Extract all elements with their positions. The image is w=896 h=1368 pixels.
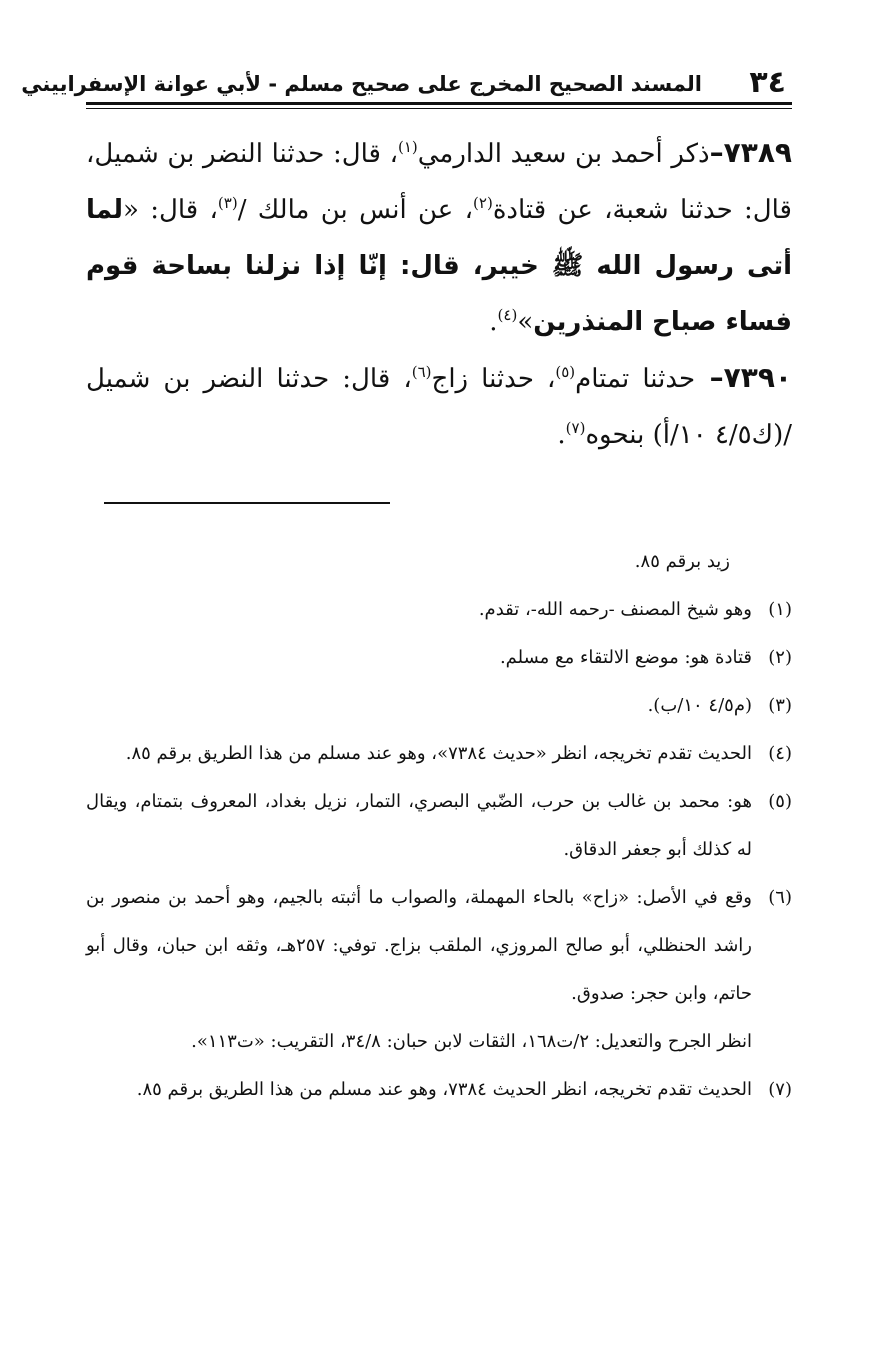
text-segment: ، قال: «	[122, 195, 218, 225]
footnote-item	[86, 730, 792, 778]
text-segment: ، عن أنس بن مالك /	[237, 195, 474, 225]
footnote-text: (م٤/٥ ١٠/ب).	[647, 695, 752, 716]
footnotes	[86, 538, 792, 1114]
footnote-ref: (٥)	[555, 363, 576, 381]
footnote-text: الحديث تقدم تخريجه، انظر الحديث ٧٣٨٤، وهو عند مسلم من هذا الطريق برقم ٨٥.	[136, 1079, 752, 1100]
footnote-item	[86, 778, 792, 874]
footnote-marker: (٤)	[768, 743, 792, 764]
footnote-item	[86, 682, 792, 730]
hadith-entry	[86, 125, 792, 350]
footnote-ref: (٣)	[217, 194, 238, 212]
footnote-ref: (٧)	[565, 419, 586, 437]
footnote-separator	[104, 502, 390, 504]
header-rule-thick	[86, 102, 792, 105]
main-text	[86, 125, 792, 463]
running-title: المسند الصحيح المخرج على صحيح مسلم - لأبي عوانة الإسفراييني	[21, 72, 702, 96]
footnote-marker: (٢)	[768, 647, 792, 668]
footnote-marker: (٦)	[768, 887, 792, 908]
page-header	[21, 65, 792, 100]
footnote-text: الحديث تقدم تخريجه، انظر «حديث ٧٣٨٤»، وهو عند مسلم من هذا الطريق برقم ٨٥.	[125, 743, 752, 764]
footnote-ref: (٦)	[411, 363, 432, 381]
hadith-entry	[86, 350, 792, 463]
footnote-text: وقع في الأصل: «زاح» بالحاء المهملة، والصواب ما أثبته بالجيم، وهو أحمد بن منصور بن راشد الحنظلي، أبو صالح المروزي، الملقب بزاج. توفي: ٢٥٧هـ، وثقه ابن حبان، وقال أبو حاتم، وابن حجر: صدوق.	[86, 887, 752, 1004]
header-rule-thin	[86, 108, 792, 109]
footnote-text: هو: محمد بن غالب بن حرب، الضّبي البصري، التمار، نزيل بغداد، المعروف بتمتام، ويقال له كذلك أبو جعفر الدقاق.	[86, 791, 752, 860]
text-segment: .	[489, 307, 498, 337]
footnote-text: وهو شيخ المصنف -رحمه الله-، تقدم.	[478, 599, 752, 620]
footnote-item	[86, 1066, 792, 1114]
footnote-continuation: زيد برقم ٨٥.	[634, 551, 730, 572]
text-segment: ، حدثنا زاج	[431, 364, 556, 394]
text-segment: ، قال: حدثنا النضر بن شميل، قال: حدثنا شعبة، عن قتادة	[86, 139, 792, 225]
footnote-item	[86, 634, 792, 682]
text-segment: .	[557, 420, 566, 450]
hadith-number: ٧٣٩٠	[723, 361, 792, 394]
text-segment: ، قال: حدثنا النضر بن شميل /(ك٤/٥ ١٠/أ) بنحوه	[86, 364, 792, 450]
footnote-text-extra: انظر الجرح والتعديل: ٢/ت١٦٨، الثقات لابن حبان: ٣٤/٨، التقريب: «ت١١٣».	[191, 1031, 752, 1052]
hadith-matn: لما أتى رسول الله ﷺ خيبر، قال: إنّا إذا نزلنا بساحة قوم فساء صباح المنذرين	[86, 195, 792, 337]
text-segment: حدثنا تمتام	[575, 364, 696, 394]
footnote-ref: (١)	[397, 138, 418, 156]
page-number: ٣٤	[749, 65, 786, 100]
footnote-text: قتادة هو: موضع الالتقاء مع مسلم.	[499, 647, 752, 668]
footnote-marker: (٧)	[768, 1079, 792, 1100]
footnote-marker: (٣)	[768, 695, 792, 716]
text-segment: »	[517, 307, 534, 337]
entry-dash: –	[695, 361, 724, 394]
footnote-marker: (٥)	[768, 791, 792, 812]
footnote-marker: (١)	[768, 599, 792, 620]
entry-dash: –	[709, 136, 724, 169]
footnote-ref: (٢)	[473, 194, 493, 212]
hadith-number: ٧٣٨٩	[723, 136, 792, 169]
footnote-item	[86, 586, 792, 634]
text-segment: ذكر أحمد بن سعيد الدارمي	[417, 139, 710, 169]
footnote-ref: (٤)	[497, 306, 518, 324]
footnote-item	[86, 874, 792, 1018]
